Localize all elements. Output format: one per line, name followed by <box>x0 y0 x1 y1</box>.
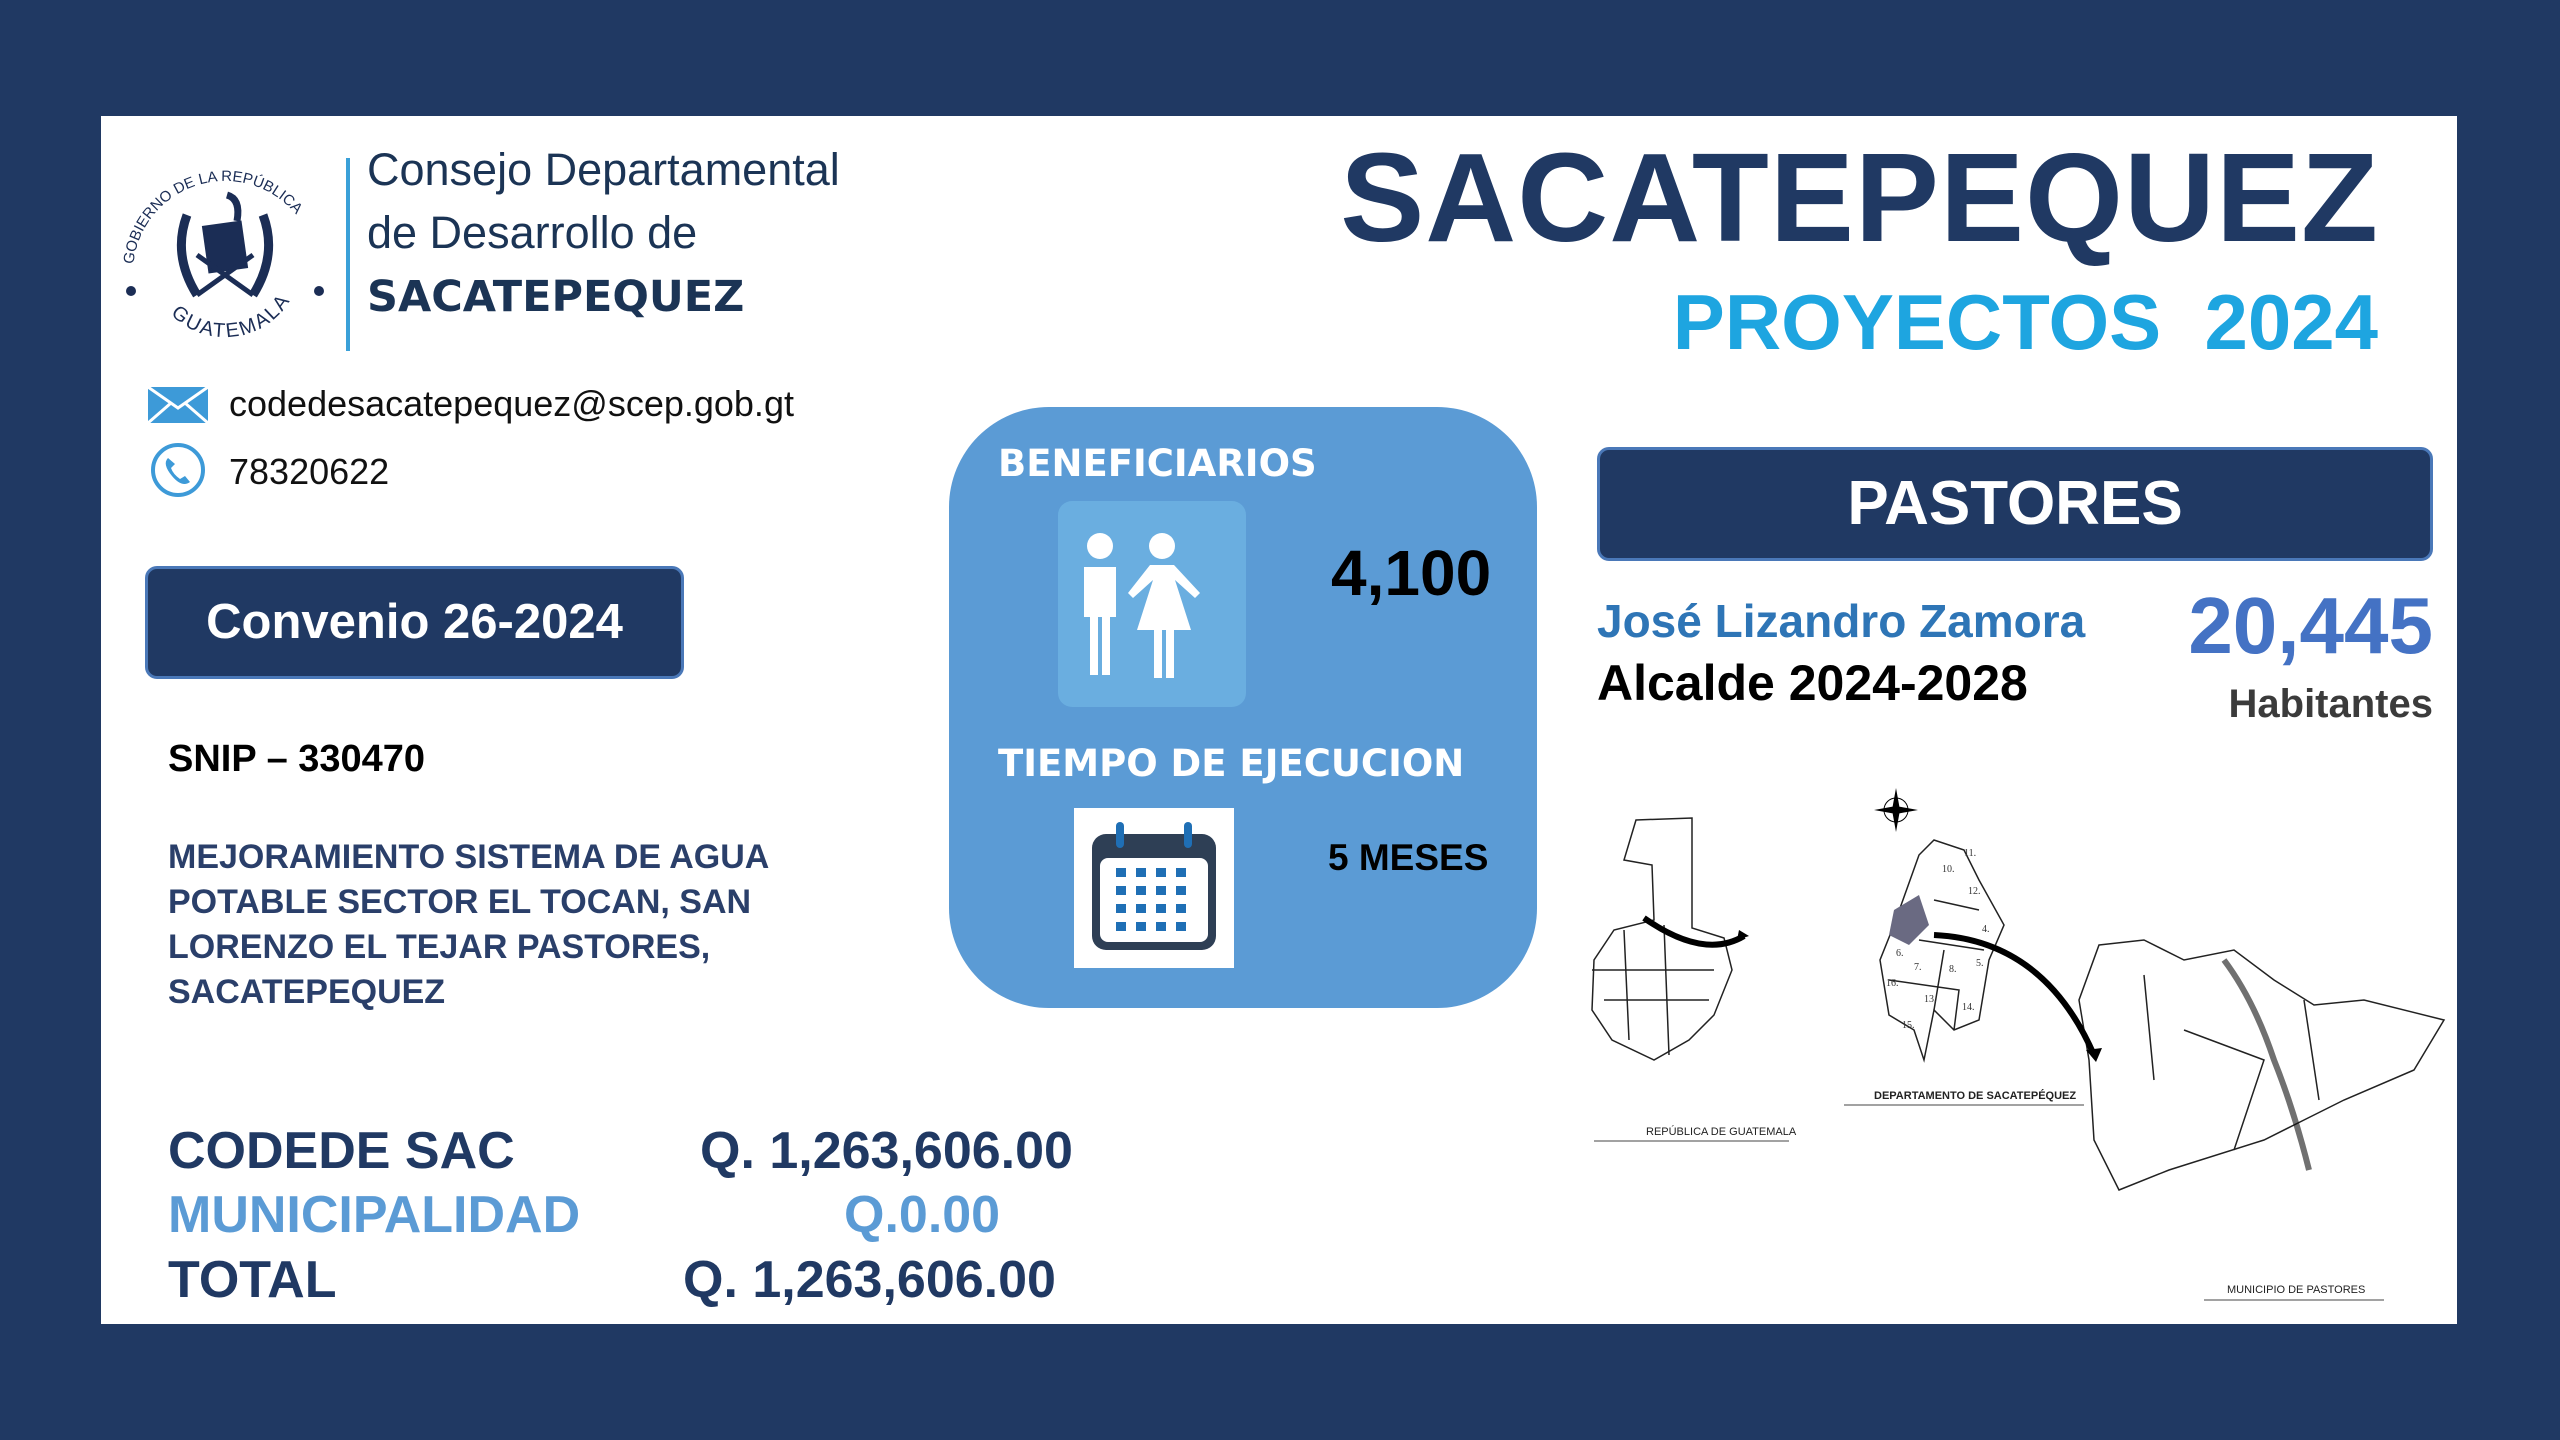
svg-text:6.: 6. <box>1896 948 1904 959</box>
population-label: Habitantes <box>2228 682 2433 726</box>
svg-text:REPÚBLICA DE GUATEMALA: REPÚBLICA DE GUATEMALA <box>1646 1126 1797 1138</box>
people-icon <box>1058 501 1246 707</box>
svg-text:8.: 8. <box>1949 964 1957 975</box>
funding-label-total: TOTAL <box>168 1251 337 1309</box>
logo-divider <box>346 158 350 351</box>
funding-label-municipalidad: MUNICIPALIDAD <box>168 1186 581 1244</box>
svg-text:4.: 4. <box>1982 924 1990 935</box>
svg-text:12.: 12. <box>1968 886 1981 897</box>
duration-label: TIEMPO DE EJECUCION <box>998 742 1465 785</box>
svg-text:15.: 15. <box>1902 1020 1915 1031</box>
org-name-line3: SACATEPEQUEZ <box>367 272 745 322</box>
svg-text:7.: 7. <box>1914 962 1922 973</box>
email-icon <box>147 386 209 424</box>
guatemala-map <box>1592 818 1732 1060</box>
svg-text:5.: 5. <box>1976 958 1984 969</box>
org-name-line2: de Desarrollo de <box>367 207 698 258</box>
projects-year-subtitle: PROYECTOS 2024 <box>1672 278 2378 366</box>
location-map <box>1584 760 2454 1310</box>
guatemala-seal-logo <box>117 145 333 361</box>
population-value: 20,445 <box>2188 581 2433 670</box>
beneficiaries-label: BENEFICIARIOS <box>998 442 1317 485</box>
svg-text:DEPARTAMENTO DE SACATEPÉQUEZ: DEPARTAMENTO DE SACATEPÉQUEZ <box>1874 1090 2077 1102</box>
beneficiaries-value: 4,100 <box>1331 537 1492 609</box>
org-name-line1: Consejo Departamental <box>367 144 840 195</box>
svg-text:MUNICIPIO DE PASTORES: MUNICIPIO DE PASTORES <box>2227 1284 2366 1296</box>
duration-value: 5 MESES <box>1328 837 1489 878</box>
snip-code: SNIP – 330470 <box>168 738 426 780</box>
svg-text:14.: 14. <box>1962 1002 1975 1013</box>
department-title: SACATEPEQUEZ <box>1340 127 2379 268</box>
municipality-badge: PASTORES <box>1597 447 2433 561</box>
phone-icon <box>150 442 206 498</box>
svg-text:16.: 16. <box>1886 978 1899 989</box>
pastores-map <box>2079 940 2444 1190</box>
convenio-badge: Convenio 26-2024 <box>145 566 684 679</box>
svg-text:GOBIERNO DE LA REPÚBLICA: GOBIERNO DE LA REPÚBLICA <box>120 167 306 266</box>
calendar-icon <box>1074 808 1234 968</box>
svg-text:13.: 13. <box>1924 994 1937 1005</box>
phone-number: 78320622 <box>229 451 390 492</box>
svg-text:GUATEMALA: GUATEMALA <box>167 289 296 343</box>
funding-label-codede: CODEDE SAC <box>168 1122 515 1180</box>
svg-text:11.: 11. <box>1964 848 1977 859</box>
svg-text:10.: 10. <box>1942 864 1955 875</box>
mayor-title: Alcalde 2024-2028 <box>1597 655 2028 711</box>
stats-card <box>949 407 1537 1008</box>
email-link[interactable]: codedesacatepequez@scep.gob.gt <box>229 383 794 424</box>
project-description: MEJORAMIENTO SISTEMA DE AGUA POTABLE SECTOR EL TOCAN, SAN LORENZO EL TEJAR PASTORES, SACATEPEQUEZ <box>168 838 769 1011</box>
funding-amount-total: Q. 1,263,606.00 <box>683 1251 1056 1309</box>
mayor-name: José Lizandro Zamora <box>1597 595 2086 647</box>
funding-amount-codede: Q. 1,263,606.00 <box>700 1122 1073 1180</box>
compass-rose-icon <box>1874 788 1918 832</box>
funding-amount-municipalidad: Q.0.00 <box>844 1186 1001 1244</box>
